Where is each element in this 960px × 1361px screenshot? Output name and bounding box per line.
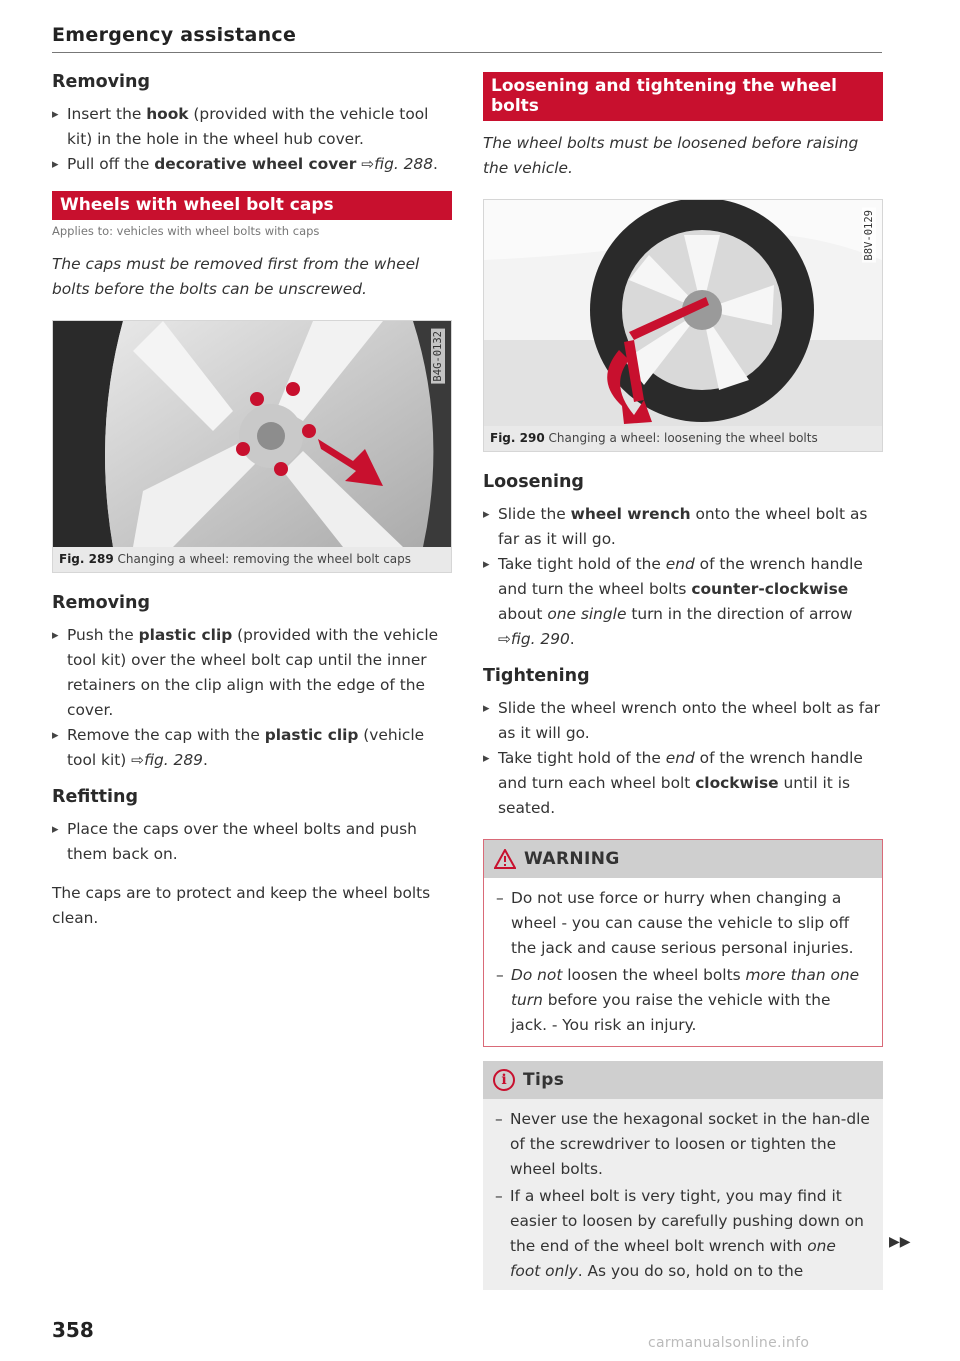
page-header [52,24,882,53]
wheel-wrench-photo [484,200,882,426]
warning-body [484,878,882,1046]
section-intro: The wheel bolts must be loosened before raising the vehicle. [483,134,859,177]
section-intro: The caps must be removed first from the wheel bolts before the bolts can be unscrewed. [52,255,420,298]
list-item: ▸ Remove the cap with the plastic clip (vehicle tool kit) ⇨fig. 289. [52,723,452,773]
left-column [52,72,452,931]
figure-caption-text: Changing a wheel: removing the wheel bolt caps [117,552,412,566]
list-item: ▸ Insert the hook (provided with the vehicle tool kit) in the hole in the wheel hub cover. [52,102,452,152]
removing-caps-heading: Removing [52,593,150,613]
figure-label: Fig. 289 [59,552,114,566]
list-item: ▸ Pull off the decorative wheel cover ⇨fig. 288. [52,152,452,177]
figure-label: Fig. 290 [490,431,545,445]
section-title: Emergency assistance [52,24,297,46]
page-number: 358 [52,1318,94,1342]
section-heading-bar: Loosening and tightening the wheel bolts [483,72,883,121]
list-item: ▸ Take tight hold of the end of the wrench handle and turn the wheel bolts counter-clockwise about one single turn in the direction of arrow ⇨fig. 290. [483,552,883,652]
tips-box [483,1061,883,1290]
list-item: – If a wheel bolt is very tight, you may find it easier to loosen by carefully pushing down on the end of the wheel bolt wrench with one foot only. As you do so, hold on to the [495,1184,871,1284]
warning-header [484,840,882,878]
refitting-heading: Refitting [52,787,139,807]
figure-link[interactable]: fig. 288 [374,155,434,173]
arrow-ref-icon: ⇨ [361,155,375,173]
refitting-steps [52,817,452,867]
applies-to-note: Applies to: vehicles with wheel bolts with caps [52,224,320,238]
info-icon: i [493,1069,515,1091]
removing-cover-heading: Removing [52,72,150,92]
figure-link[interactable]: fig. 289 [144,751,203,769]
tips-title: Tips [523,1070,565,1090]
list-item: ▸ Place the caps over the wheel bolts and push them back on. [52,817,452,867]
wheel-illustration [484,200,882,426]
arrow-ref-icon: ⇨ [131,751,145,769]
warning-triangle-icon [494,849,516,869]
warning-title: WARNING [524,849,620,869]
figure-caption [53,547,451,572]
list-item: – Do not loosen the wheel bolts more than one turn before you raise the vehicle with the jack. - You risk an injury. [496,963,870,1038]
section-heading-bar: Wheels with wheel bolt caps [52,191,452,220]
list-item: – Never use the hexagonal socket in the han-dle of the screwdriver to loosen or tighten the wheel bolts. [495,1107,871,1182]
figure-id: B4G-0132 [432,331,444,382]
removing-cover-steps [52,102,452,177]
tips-header [483,1061,883,1099]
tips-body [483,1099,883,1290]
warning-box [483,839,883,1047]
right-column [483,72,883,1290]
tightening-heading: Tightening [483,666,590,686]
continue-arrow-icon: ▶▶ [889,1234,911,1250]
figure-id: B8V-0129 [863,210,875,261]
figure-290 [483,199,883,452]
list-item: ▸ Push the plastic clip (provided with the vehicle tool kit) over the wheel bolt cap until the inner retainers on the clip align with the edge of the cover. [52,623,452,723]
list-item: ▸ Slide the wheel wrench onto the wheel bolt as far as it will go. [483,696,883,746]
figure-caption-text: Changing a wheel: loosening the wheel bolts [548,431,818,445]
wheel-illustration [53,321,451,547]
loosening-steps [483,502,883,652]
list-item: ▸ Slide the wheel wrench onto the wheel bolt as far as it will go. [483,502,883,552]
list-item: – Do not use force or hurry when changing a wheel - you can cause the vehicle to slip off the jack and cause serious personal injuries. [496,886,870,961]
wheel-bolt-caps-photo [53,321,451,547]
watermark: carmanualsonline.info [648,1335,810,1351]
figure-link[interactable]: fig. 290 [510,630,570,648]
figure-caption [484,426,882,451]
loosening-heading: Loosening [483,472,584,492]
refitting-note: The caps are to protect and keep the wheel bolts clean. [52,884,431,927]
figure-289 [52,320,452,573]
tightening-steps [483,696,883,821]
arrow-ref-icon: ⇨ [498,630,511,648]
removing-caps-steps [52,623,452,773]
list-item: ▸ Take tight hold of the end of the wrench handle and turn each wheel bolt clockwise until it is seated. [483,746,883,821]
